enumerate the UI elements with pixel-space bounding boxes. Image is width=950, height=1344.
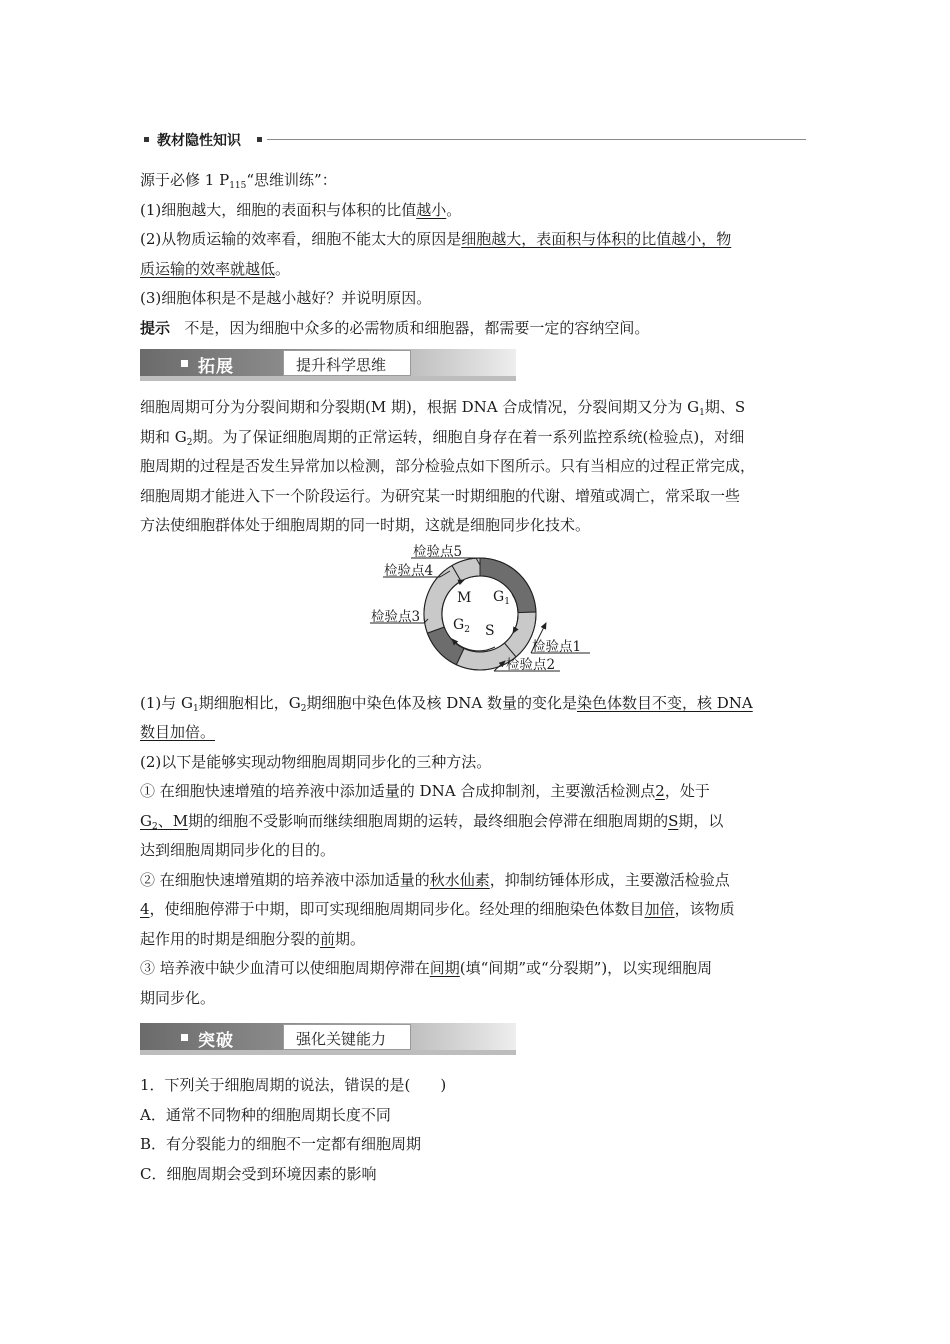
intro-text: 期、S [704, 398, 746, 416]
source-line [140, 166, 812, 196]
item-text: ，该物质 [674, 900, 735, 918]
item-answer: 秋水仙素 [429, 870, 490, 889]
q1-answer: 越小 [416, 200, 447, 219]
item-answer: 数目加倍。 [140, 723, 216, 741]
phase-g1-letter: G [493, 588, 505, 605]
q2-end: 。 [275, 259, 291, 278]
source-page: 115 [229, 181, 247, 191]
subscript: 2 [464, 624, 470, 635]
square-bullet-icon [181, 1034, 188, 1041]
question-stem: 1．下列关于细胞周期的说法，错误的是( ) [140, 1076, 447, 1094]
item-text: 期细胞相比，G [198, 693, 301, 712]
subscript: 2 [186, 437, 193, 448]
item-text: ③ 培养液中缺少血清可以使细胞周期停滞在 [140, 959, 430, 977]
method-1 [140, 777, 812, 866]
item-text: (1)与 G [140, 693, 193, 712]
item-text: 期的细胞不受影响而继续细胞周期的运转，最终细胞会停滞在细胞周期的 [188, 811, 669, 830]
item-text: ① 在细胞快速增殖的培养液中添加适量的 DNA 合成抑制剂，主要激活检测点 [140, 782, 656, 800]
phase-g1-label [493, 589, 510, 605]
header-rule [267, 139, 806, 140]
banner-stripe [140, 376, 516, 381]
page-content [140, 126, 812, 1189]
square-bullet-icon [144, 137, 149, 142]
item-text: ② 在细胞快速增殖期的培养液中添加适量的 [140, 870, 430, 889]
intro-text: 细胞周期可分为分裂间期和分裂期(M 期)，根据 DNA 合成情况，分裂间期又分为 G [140, 398, 700, 416]
hint-text: 不是，因为细胞中众多的必需物质和细胞器，都需要一定的容纳空间。 [184, 318, 650, 337]
checkpoint-2-label: 检验点2 [506, 656, 556, 673]
item-answer: 加倍 [644, 900, 675, 918]
answer-part: G [140, 811, 152, 830]
question-2 [140, 225, 812, 284]
phase-g2-letter: G [453, 616, 465, 633]
item-text: (填“间期”或“分裂期”)，以实现细胞周 [459, 959, 713, 977]
item-text: 起作用的时期是细胞分裂的 [140, 929, 321, 948]
banner-main-label: 拓展 [198, 357, 234, 377]
source-text: 源于必修 1 P [140, 171, 230, 189]
section-title: 教材隐性知识 [157, 133, 241, 149]
subscript: 1 [699, 408, 705, 418]
cell-cycle-svg [140, 543, 812, 683]
phase-s-label: S [485, 622, 495, 639]
q1-text: (1)细胞越大，细胞的表面积与体积的比值 [140, 200, 417, 219]
checkpoint-1-label: 检验点1 [532, 638, 582, 655]
item-answer [140, 812, 188, 830]
square-bullet-icon [257, 137, 262, 142]
item-answer: 2 [655, 782, 665, 800]
question-3: (3)细胞体积是不是越小越好？并说明原因。 [140, 289, 432, 307]
item-answer: S [668, 811, 679, 830]
section-header-hidden-knowledge [140, 126, 812, 158]
item-text: 期。 [335, 929, 366, 948]
intro-line-5: 方法使细胞群体处于细胞周期的同一时期，这就是细胞同步化技术。 [140, 516, 591, 534]
q2-answer-line1: 细胞越大，表面积与体积的比值越小，物 [461, 230, 732, 248]
q2-text: (2)从物质运输的效率看，细胞不能太大的原因是 [140, 230, 462, 248]
option-a: A．通常不同物种的细胞周期长度不同 [140, 1105, 391, 1124]
hint-label: 提示 [140, 318, 171, 337]
intro-line-1 [140, 393, 812, 423]
item-text: ，处于 [664, 782, 710, 800]
subscript: 2 [151, 821, 158, 832]
answer-part: 、M [157, 811, 189, 830]
item-text: 期同步化。 [140, 988, 216, 1007]
subscript: 1 [193, 703, 199, 714]
item-answer: 4 [140, 900, 150, 918]
banner-sub-label: 强化关键能力 [296, 1030, 387, 1048]
square-bullet-icon [181, 360, 188, 367]
checkpoint-4-label: 检验点4 [384, 562, 434, 579]
checkpoint-3-label: 检验点3 [371, 608, 421, 625]
subscript: 1 [504, 596, 510, 607]
item-text: ，抑制纺锤体形成，主要激活检验点 [489, 870, 730, 889]
q1-end: 。 [446, 200, 462, 219]
method-3 [140, 954, 812, 1013]
question-1 [140, 196, 812, 226]
intro-line-3: 胞周期的过程是否发生异常加以检测，部分检验点如下图所示。只有当相应的过程正常完成， [140, 457, 756, 475]
option-b: B．有分裂能力的细胞不一定都有细胞周期 [140, 1135, 422, 1153]
item-1 [140, 689, 812, 748]
banner-break [140, 1023, 516, 1055]
phase-g2-label [453, 617, 470, 633]
banner-expand [140, 349, 516, 381]
cell-cycle-diagram [140, 543, 812, 683]
source-tail: “思维训练”： [246, 171, 337, 189]
phase-m-label: M [457, 589, 472, 606]
intro-text: 期。为了保证细胞周期的正常运转，细胞自身存在着一系列监控系统(检验点)，对细 [192, 427, 745, 446]
method-2 [140, 866, 812, 955]
option-c: C．细胞周期会受到环境因素的影响 [140, 1164, 377, 1183]
intro-text: 期和 G [140, 427, 187, 446]
checkpoint-5-label: 检验点5 [413, 543, 463, 560]
item-answer: 染色体数目不变，核 DNA [576, 693, 753, 712]
hint-line [140, 314, 812, 344]
subscript: 2 [300, 703, 307, 714]
item-text: ，使细胞停滞于中期，即可实现细胞周期同步化。经处理的细胞染色体数目 [149, 900, 645, 918]
item-answer: 间期 [429, 959, 460, 977]
intro-line-4: 细胞周期才能进入下一个阶段运行。为研究某一时期细胞的代谢、增殖或凋亡，常采取一些 [140, 486, 741, 505]
banner-sub-label: 提升科学思维 [296, 356, 387, 374]
banner-main-label: 突破 [198, 1031, 234, 1051]
item-answer: 前 [320, 929, 336, 948]
item-text: 达到细胞周期同步化的目的。 [140, 841, 336, 859]
item-text: 期，以 [678, 811, 724, 830]
banner-stripe [140, 1050, 516, 1055]
q2-answer-line2: 质运输的效率就越低 [140, 259, 276, 278]
item-text: 期细胞中染色体及核 DNA 数量的变化是 [306, 693, 577, 712]
item-2: (2)以下是能够实现动物细胞周期同步化的三种方法。 [140, 752, 492, 771]
intro-line-2 [140, 423, 812, 453]
